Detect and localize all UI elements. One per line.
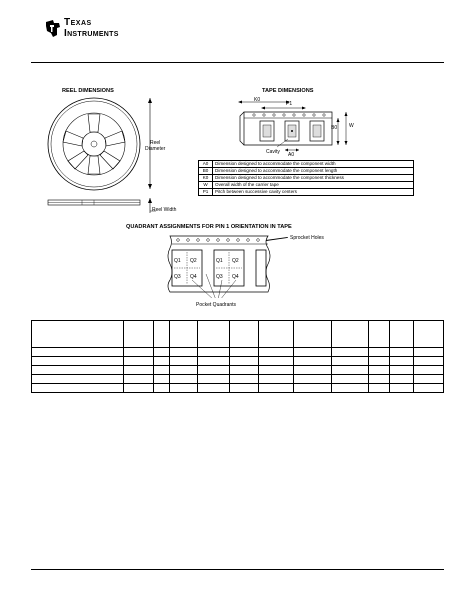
grid-cell: [293, 384, 332, 393]
grid-cell: [414, 384, 444, 393]
legend-key: B0: [199, 168, 213, 175]
legend-row: [199, 175, 414, 182]
grid-cell: [332, 366, 369, 375]
grid-cell: [123, 366, 153, 375]
grid-cell: [332, 321, 369, 348]
grid-cell: [123, 357, 153, 366]
grid-cell: [293, 366, 332, 375]
grid-cell: [332, 375, 369, 384]
legend-desc: Dimension designed to accommodate the component thickness: [213, 175, 414, 182]
grid-cell: [368, 384, 389, 393]
grid-cell: [293, 321, 332, 348]
grid-cell: [229, 357, 259, 366]
grid-cell: [197, 348, 229, 357]
top-rule: [31, 62, 444, 63]
tape-diagram: [232, 94, 357, 159]
table-row: [32, 366, 444, 375]
grid-cell: [332, 357, 369, 366]
grid-cell: [197, 375, 229, 384]
quadrant-title: QUADRANT ASSIGNMENTS FOR PIN 1 ORIENTATION IN TAPE: [126, 224, 292, 230]
grid-cell: [368, 366, 389, 375]
grid-cell: [170, 348, 198, 357]
tape-p1-label: P1: [286, 101, 293, 107]
tape-w-label: W: [349, 123, 354, 129]
grid-cell: [368, 357, 389, 366]
quadrant-diagram: [164, 234, 276, 298]
legend-desc: Overall width of the carrier tape: [213, 182, 414, 189]
grid-cell: [32, 348, 124, 357]
legend-row: [199, 161, 414, 168]
reel-tape-data-table: [31, 320, 444, 393]
q4-label-b: Q4: [232, 274, 239, 280]
grid-cell: [259, 384, 294, 393]
grid-cell: [368, 375, 389, 384]
grid-cell: [293, 357, 332, 366]
reel-width-label: Reel Width: [152, 207, 177, 213]
q3-label-a: Q3: [174, 274, 181, 280]
legend-key: W: [199, 182, 213, 189]
q2-label-a: Q2: [190, 258, 197, 264]
reel-diameter-label-2: Diameter: [145, 146, 166, 152]
dimension-legend-table: [198, 160, 414, 196]
tape-a0-label: A0: [288, 152, 295, 158]
grid-cell: [414, 348, 444, 357]
grid-cell: [414, 375, 444, 384]
grid-cell: [123, 375, 153, 384]
grid-cell: [414, 357, 444, 366]
grid-cell: [389, 357, 414, 366]
tape-k0-label: K0: [254, 97, 261, 103]
legend-key: A0: [199, 161, 213, 168]
legend-row: [199, 189, 414, 196]
tape-cavity-label: Cavity: [266, 149, 280, 155]
grid-header-row: [32, 321, 444, 348]
legend-desc: Dimension designed to accommodate the component length: [213, 168, 414, 175]
logo-line-1: Texas: [64, 17, 92, 28]
grid-cell: [32, 357, 124, 366]
grid-cell: [414, 366, 444, 375]
grid-body: [32, 321, 444, 393]
legend-row: [199, 168, 414, 175]
grid-cell: [389, 366, 414, 375]
grid-cell: [123, 384, 153, 393]
grid-cell: [170, 357, 198, 366]
pocket-quadrants-label: Pocket Quadrants: [196, 302, 237, 308]
legend-key: P1: [199, 189, 213, 196]
grid-cell: [197, 366, 229, 375]
grid-cell: [197, 384, 229, 393]
grid-cell: [32, 321, 124, 348]
grid-cell: [153, 321, 170, 348]
grid-cell: [123, 348, 153, 357]
logo-line-2: Instruments: [64, 28, 119, 39]
reel-diagram: [38, 95, 178, 225]
grid-cell: [368, 348, 389, 357]
grid-cell: [259, 357, 294, 366]
grid-cell: [293, 375, 332, 384]
table-row: [32, 357, 444, 366]
legend-key: K0: [199, 175, 213, 182]
grid-cell: [332, 348, 369, 357]
ti-logo-icon: [44, 18, 62, 38]
grid-cell: [123, 321, 153, 348]
q1-label-a: Q1: [174, 258, 181, 264]
table-row: [32, 375, 444, 384]
grid-cell: [153, 366, 170, 375]
grid-cell: [229, 366, 259, 375]
grid-cell: [197, 321, 229, 348]
grid-cell: [259, 375, 294, 384]
grid-cell: [153, 348, 170, 357]
grid-cell: [32, 384, 124, 393]
grid-cell: [153, 375, 170, 384]
grid-cell: [170, 366, 198, 375]
table-row: [32, 384, 444, 393]
grid-cell: [170, 384, 198, 393]
grid-cell: [389, 321, 414, 348]
table-row: [32, 348, 444, 357]
legend-row: [199, 182, 414, 189]
grid-cell: [389, 384, 414, 393]
grid-cell: [229, 321, 259, 348]
grid-cell: [197, 357, 229, 366]
grid-cell: [368, 321, 389, 348]
q3-label-b: Q3: [216, 274, 223, 280]
grid-cell: [389, 375, 414, 384]
grid-cell: [153, 384, 170, 393]
grid-cell: [293, 348, 332, 357]
grid-cell: [153, 357, 170, 366]
grid-cell: [259, 366, 294, 375]
q1-label-b: Q1: [216, 258, 223, 264]
reel-diameter-label-1: Reel: [150, 140, 161, 146]
grid-cell: [414, 321, 444, 348]
sprocket-holes-label: Sprocket Holes: [290, 235, 324, 241]
grid-cell: [332, 384, 369, 393]
legend-desc: Dimension designed to accommodate the component width: [213, 161, 414, 168]
legend-desc: Pitch between successive cavity centers: [213, 189, 414, 196]
grid-cell: [32, 375, 124, 384]
reel-dimensions-title: REEL DIMENSIONS: [62, 88, 114, 94]
grid-cell: [389, 348, 414, 357]
grid-cell: [259, 348, 294, 357]
q2-label-b: Q2: [232, 258, 239, 264]
tape-b0-label: B0: [331, 125, 338, 131]
grid-cell: [229, 384, 259, 393]
bottom-rule: [31, 569, 444, 570]
tape-dimensions-title: TAPE DIMENSIONS: [262, 88, 314, 94]
grid-cell: [170, 375, 198, 384]
grid-cell: [32, 366, 124, 375]
q4-label-a: Q4: [190, 274, 197, 280]
ti-logo: [44, 16, 124, 46]
legend-rows: [199, 161, 414, 196]
grid-cell: [229, 375, 259, 384]
grid-cell: [259, 321, 294, 348]
grid-cell: [170, 321, 198, 348]
grid-cell: [229, 348, 259, 357]
